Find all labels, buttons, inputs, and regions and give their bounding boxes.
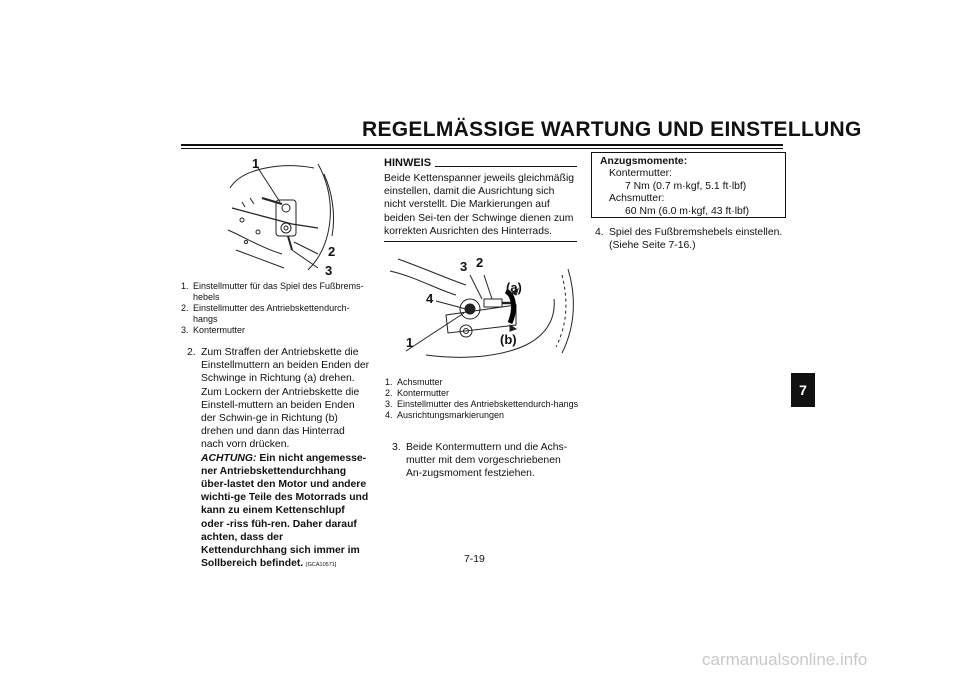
- warning-block: [201, 452, 370, 573]
- step-4: [595, 226, 787, 252]
- torque-item-value: 60 Nm (6.0 m·kgf, 43 ft·lbf): [625, 205, 750, 217]
- note-heading: [384, 157, 577, 169]
- chapter-tab[interactable]: 7: [791, 373, 815, 407]
- figure2-label-2: 2: [476, 255, 484, 270]
- caption-item: 2. Kontermutter: [385, 388, 450, 398]
- step-text: Spiel des Fußbremshebels einstellen. (Siehe Seite 7-16.): [609, 227, 783, 252]
- figure1-caption-list: [181, 281, 366, 336]
- watermark-text: carmanualsonline.info: [702, 650, 868, 669]
- warning-text: Ein nicht angemesse-ner Antriebskettendurchhang über-lastet den Motor und andere wichti-ge Teile des Motorrads und kann zu einem Kettenschlupf oder -riss füh-ren. Daher darauf achten, dass der Kettendurchhang sich immer im Sollbereich befindet.: [201, 452, 369, 570]
- note-text: Beide Kettenspanner jeweils gleichmäßig einstellen, damit die Ausrichtung sich nicht verstellt. Die Markierungen auf beiden Sei-ten der Schwinge dienen zum korrekten Ausrichten des Hinterrads.: [384, 173, 575, 237]
- step-text: Beide Kontermuttern und die Achs-mutter mit dem vorgeschriebenen An-zugsmoment festziehen.: [406, 442, 568, 480]
- step-3: [392, 441, 578, 481]
- caption-item: 3. Einstellmutter des Antriebskettendurch-hangs: [385, 399, 579, 409]
- torque-item-label: Kontermutter:: [609, 168, 672, 180]
- note-end-rule: [384, 241, 577, 242]
- note-rule: [435, 166, 577, 167]
- step-number: 4.: [595, 227, 604, 238]
- header-rule: [181, 144, 783, 146]
- torque-title: Anzugsmomente:: [600, 156, 688, 167]
- figure2-label-1: 1: [406, 335, 414, 350]
- figure-chain-adjuster-illustration: [222, 158, 352, 278]
- figure1-label-1: 1: [252, 156, 260, 171]
- figure1-label-3: 3: [325, 263, 333, 278]
- figure1-label-2: 2: [328, 244, 336, 259]
- torque-spec-box: [591, 152, 786, 218]
- note-title: HINWEIS: [384, 157, 432, 169]
- warning-label: ACHTUNG:: [201, 452, 257, 464]
- caption-item: 1. Achsmutter: [385, 377, 443, 387]
- figure2-label-4: 4: [426, 291, 434, 306]
- step-text: Zum Straffen der Antriebskette die Einstellmuttern an beiden Enden der Schwinge in Richtung (a) drehen. Zum Lockern der Antriebskette die Einstell-muttern an beiden Enden der Schwin-ge in Richtung (b) drehen und dann das Hinterrad nach vorn drücken.: [201, 347, 370, 451]
- figure2-caption-list: [385, 377, 580, 421]
- step-number: 2.: [187, 347, 196, 358]
- page-number: 7-19: [464, 554, 485, 565]
- chain-adjuster-drawing: [222, 158, 352, 278]
- caption-item: 2. Einstellmutter des Antriebskettendurch-hangs: [181, 303, 350, 324]
- torque-item-label: Achsmutter:: [609, 193, 665, 205]
- warning-code: [GCA10571]: [306, 562, 337, 569]
- step-2: [187, 346, 370, 572]
- figure-axle-alignment-illustration: [386, 255, 580, 367]
- header-rule-thin: [181, 148, 783, 149]
- axle-alignment-drawing: [386, 255, 580, 367]
- figure2-label-a: (a): [506, 280, 522, 295]
- caption-item: 4. Ausrichtungsmarkierungen: [385, 410, 505, 420]
- torque-item-value: 7 Nm (0.7 m·kgf, 5.1 ft·lbf): [625, 180, 747, 192]
- figure2-label-3: 3: [460, 259, 468, 274]
- page-title: REGELMÄSSIGE WARTUNG UND EINSTELLUNG: [362, 118, 862, 141]
- caption-item: 1. Einstellmutter für das Spiel des Fußbrems-hebels: [181, 281, 364, 302]
- caption-item: 3. Kontermutter: [181, 325, 246, 335]
- step-number: 3.: [392, 442, 401, 453]
- figure2-label-b: (b): [500, 332, 517, 347]
